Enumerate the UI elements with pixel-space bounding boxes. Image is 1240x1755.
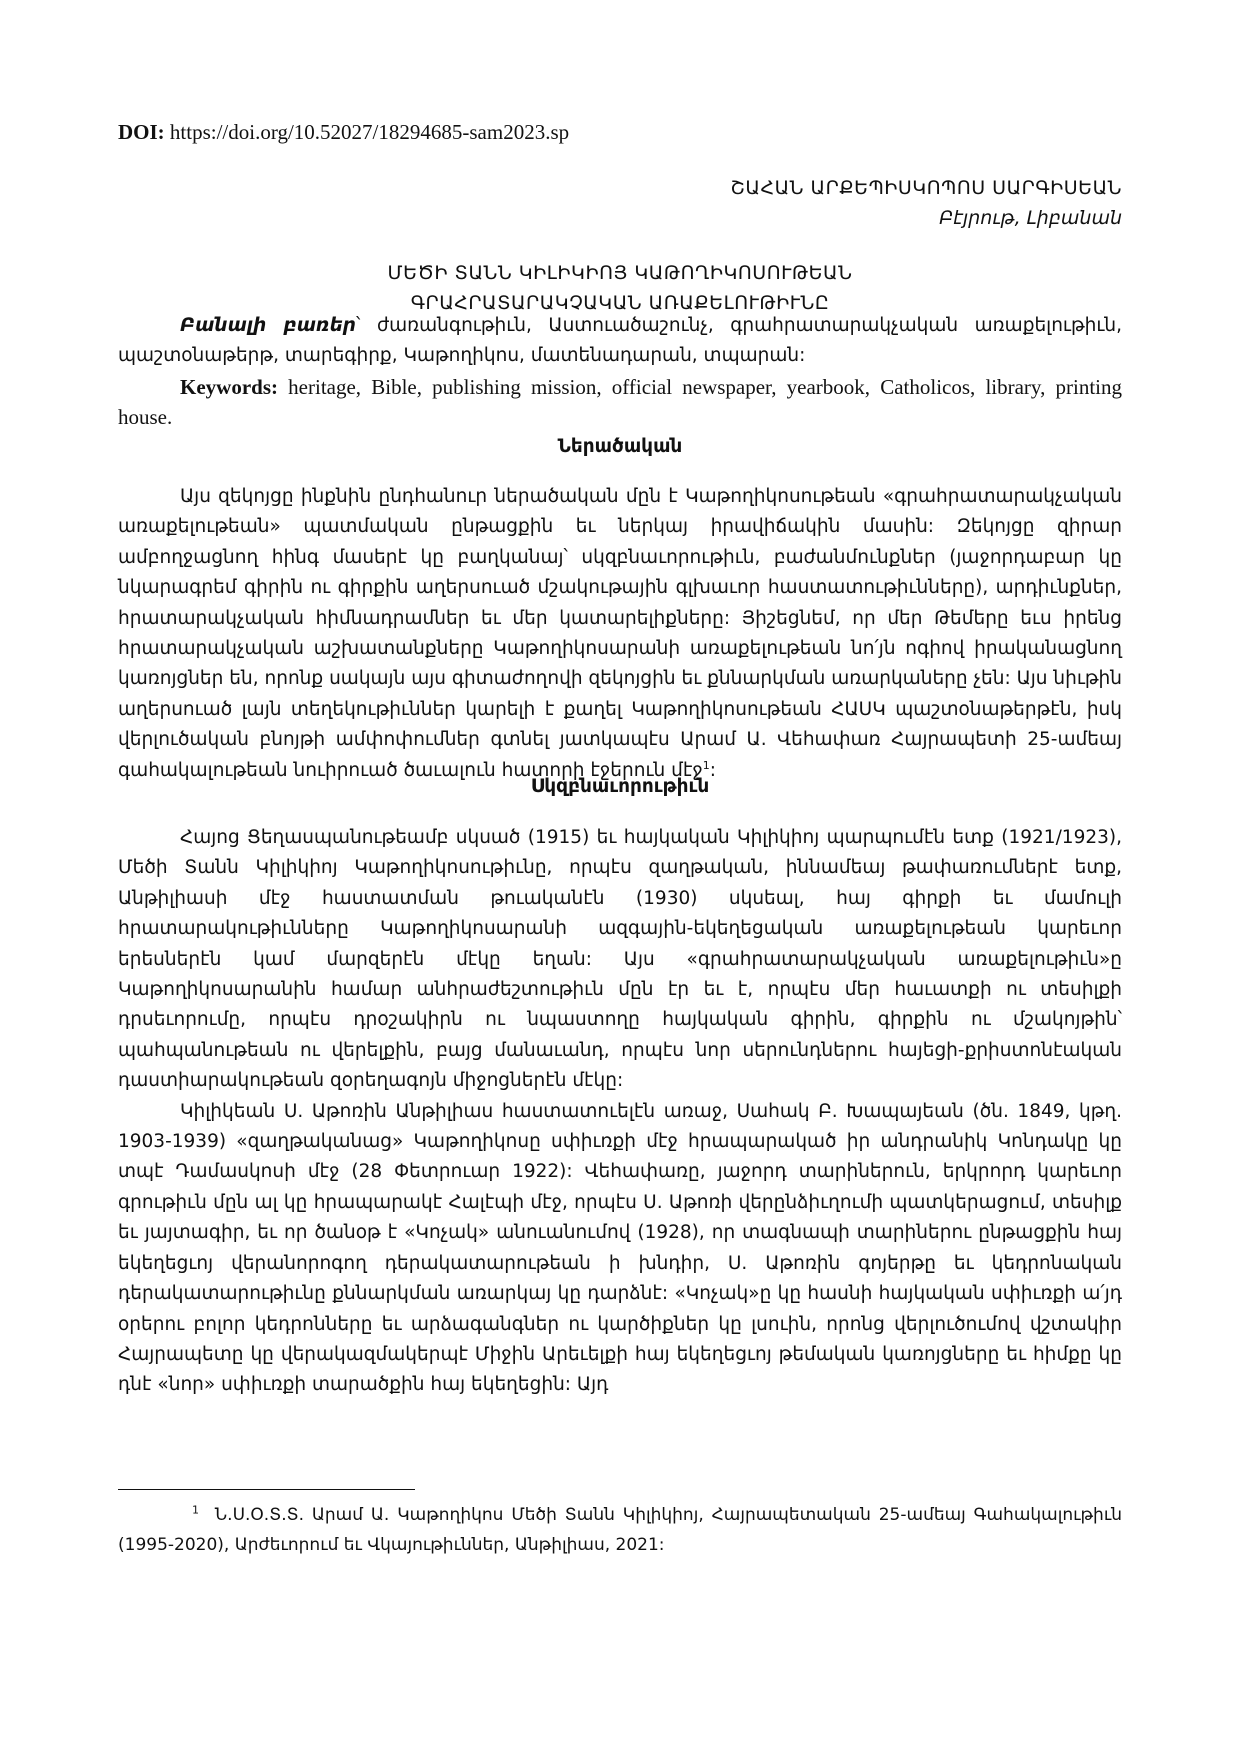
keywords-armenian	[118, 311, 1122, 372]
keywords-separator: ՝	[356, 315, 377, 336]
author-location: Բէյրութ, Լիբանան	[939, 207, 1122, 229]
author-block	[731, 173, 1122, 233]
footnote-reference[interactable]: 1	[702, 758, 710, 772]
section-heading-origins: Սկզբնաւորութիւն	[530, 776, 710, 797]
footnote	[118, 1500, 1122, 1560]
origins-paragraph-2: Կիլիկեան Ս. Աթոռին Անթիլիաս հաստատուելէն առաջ, Սահակ Բ. Խապայեան (ծն. 1849, կթղ. 1903-1939) «զաղթականաց» Կաթողիկոսը սփիւռքի մէջ հրապարակած իր անդրանիկ Կոնդակը կը տպէ Դամասկոսի մէջ (28 Փետրուար 1922): Վեհափառը, յաջորդ տարիներուն, երկրորդ կարեւոր գրութիւն մըն ալ կը հրապարակէ Հալէպի մէջ, որպէս Ս. Աթոռի վերընձիւղումի պատկերացում, տեսիլք եւ յայտագիր, եւ որ ծանօթ է «Կոչակ» անուանումով (1928), որ տագնապի տարիներու ընթացքին հայ եկեղեցւոյ վերանորոգող դերակատարութեան ի խնդիր, Ս. Աթոռին գոյերթը եւ կեդրոնական դերակատարութիւնը քննարկման առարկայ կը դարձնէ: «Կոչակ»ը կը հասնի հայկական սփիւռքի ա՛յդ օրերու բոլոր կեդրոնները եւ արձագանգներ ու կարծիքներ կը լսուին, որոնց վերլուծումով վշտակիր Հայրապետը կը վերակազմակերպէ Միջին Արեւելքի հայ եկեղեցւոյ թեմական կառոյցները եւ հիմքը կը դնէ «նոր» սփիւռքի տարածքին հայ եկեղեցին: Այդ	[118, 1100, 1122, 1396]
footnote-number: 1	[192, 1503, 199, 1517]
keywords-armenian-label: Բանալի բառեր	[180, 315, 357, 336]
paper-title	[118, 258, 1122, 318]
introduction-section	[118, 482, 1122, 786]
section-heading-introduction: Ներածական	[557, 436, 683, 457]
title-line-2: ԳՐԱՀՐԱՏԱՐԱԿՉԱԿԱՆ ԱՌԱՔԵԼՈՒԹԻՒՆԸ	[410, 292, 830, 314]
introduction-paragraph	[118, 482, 1122, 786]
doi-link[interactable]: https://doi.org/10.52027/18294685-sam2023.sp	[169, 120, 570, 144]
keywords-block	[118, 311, 1122, 432]
author-name: ՇԱՀԱՆ ԱՐՔԵՊԻՍԿՈՊՈՍ ՍԱՐԳԻՍԵԱՆ	[730, 177, 1122, 199]
keywords-armenian-text: ժառանգութիւն, Աստուածաշունչ, գրահրատարակչական առաքելութիւն, պաշտօնաթերթ, տարեգիրք, Կաթողիկոս, մատենադարան, տպարան:	[118, 315, 1123, 367]
footnote-text: Ն.Ս.Օ.Տ.Տ. Արամ Ա. Կաթողիկոս Մեծի Տանն Կիլիկիոյ, Հայրապետական 25-ամեայ Գահակալութիւն (1995-2020), Արժեւորում եւ Վկայութիւններ, Անթիլիաս, 2021:	[118, 1505, 1122, 1555]
introduction-end: :	[709, 759, 716, 781]
doi-line	[118, 120, 569, 145]
origins-paragraph-1: Հայոց Ցեղասպանութեամբ սկսած (1915) եւ հայկական Կիլիկիոյ պարպումէն ետք (1921/1923), Մեծի Տանն Կիլիկիոյ Կաթողիկոսութիւնը, որպէս զաղթական, իննամեայ թափառումներէ ետք, Անթիլիասի մէջ հաստատման թուականէն (1930) սկսեալ, հայ գիրքի եւ մամուլի հրատարակութիւնները Կաթողիկոսարանի ազգային-եկեղեցական առաքելութեան կարեւոր երեսներէն կամ մարզերէն մէկը եղան: Այս «գրահրատարակչական առաքելութիւն»ը Կաթողիկոսարանին համար անհրաժեշտութիւն մըն էր եւ է, որպէս մեր հաւատքի ու տեսիլքի դրսեւորումը, որպէս դրօշակիրն ու նպաստողը հայկական գիրին, գիրքին ու մշակոյթին՝ պահպանութեան ու վերելքին, բայց մանաւանդ, որպէս նոր սերունդներու հայեցի-քրիստոնէական դաստիարակութեան զօրեղագոյն միջոցներէն մէկը:	[118, 827, 1122, 1092]
footnote-paragraph	[118, 1500, 1122, 1560]
footnote-divider	[118, 1489, 415, 1490]
keywords-english	[118, 372, 1122, 432]
doi-label: DOI:	[118, 120, 165, 144]
origins-section	[118, 823, 1122, 1401]
introduction-text: Այս զեկոյցը ինքնին ընդհանուր ներածական մըն է Կաթողիկոսութեան «գրահրատարակչական առաքելութեան» պատմական ընթացքին եւ ներկայ իրավիճակին մասին: Զեկոյցը զիրար ամբողջացնող հինգ մասերէ կը բաղկանայ՝ սկզբնաւորութիւն, բաժանմունքներ (յաջորդաբար կը նկարագրեմ գիրին ու գիրքին աղերսուած մշակութային գլխաւոր հաստատութիւնները), արդիւնքներ, հրատարակչական հիմնադրամներ եւ մեր կատարելիքները: Յիշեցնեմ, որ մեր Թեմերը եւս իրենց հրատարակչական աշխատանքները Կաթողիկոսարանի առաքելութեան նո՛յն ոգիով իրականացնող կառոյցներ են, որոնք սակայն այս գիտաժողովի զեկոյցին եւ քննարկման առարկաները չեն: Այս նիւթին աղերսուած լայն տեղեկութիւններ կարելի է քաղել Կաթողիկոսութեան ՀԱՍԿ պաշտօնաթերթէն, իսկ վերլուծական բնոյթի ամփոփումներ գտնել յատկապէս Արամ Ա. Վեհափառ Հայրապետի 25-ամեայ գահակալութեան նուիրուած ծաւալուն հատորի էջերուն մէջ	[118, 486, 1122, 781]
keywords-english-label: Keywords:	[180, 374, 278, 399]
keywords-english-text: heritage, Bible, publishing mission, official newspaper, yearbook, Catholicos, library, printing house.	[118, 374, 1122, 429]
title-line-1: ՄԵԾԻ ՏԱՆՆ ԿԻԼԻԿԻՈՅ ԿԱԹՈՂԻԿՈՍՈՒԹԵԱՆ	[387, 262, 853, 284]
